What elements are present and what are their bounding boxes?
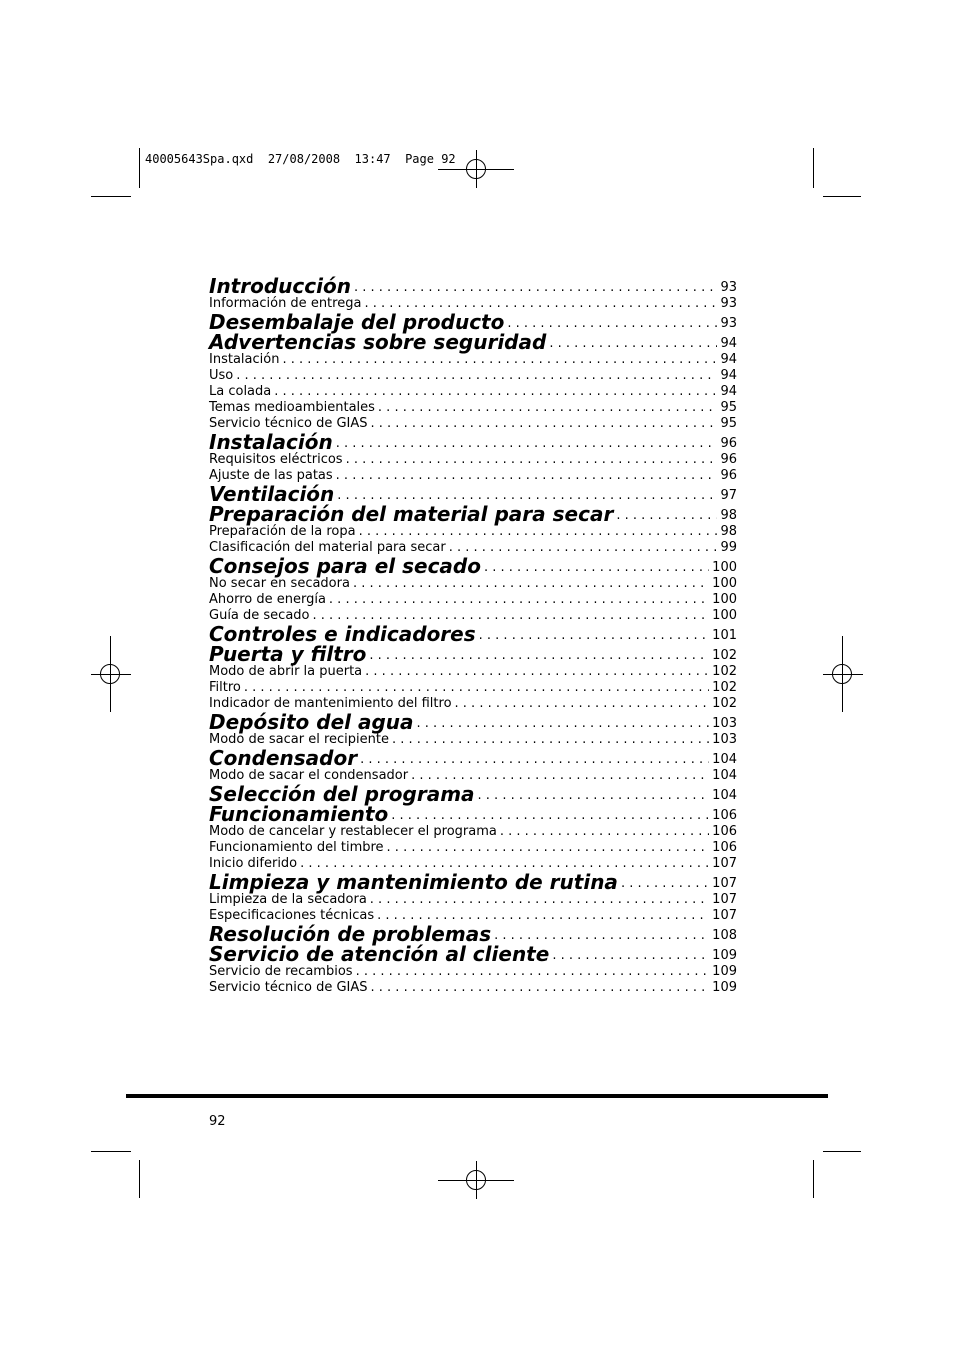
- toc-entry-title: Servicio técnico de GIAS: [209, 416, 368, 431]
- toc-entry-page: 96: [720, 452, 737, 467]
- toc-entry-page: 104: [712, 752, 737, 767]
- leader-dots: [621, 876, 709, 892]
- crop-mark: [139, 1160, 140, 1198]
- toc-entry-page: 106: [712, 840, 737, 855]
- leader-dots: [417, 716, 710, 732]
- toc-entry-title: Selección del programa: [209, 782, 475, 806]
- leader-dots: [356, 964, 710, 980]
- toc-entry-page: 97: [720, 488, 737, 503]
- leader-dots: [244, 680, 709, 696]
- toc-entry-title: Ahorro de energía: [209, 592, 326, 607]
- toc-entry-page: 107: [712, 908, 737, 923]
- leader-dots: [336, 436, 718, 452]
- toc-section-entry: [209, 624, 737, 644]
- toc-entry-title: Especificaciones técnicas: [209, 908, 375, 923]
- leader-dots: [329, 592, 709, 608]
- toc-section-entry: [209, 944, 737, 964]
- leader-dots: [478, 788, 710, 804]
- registration-mark-circle: [100, 664, 120, 684]
- toc-section-entry: [209, 432, 737, 452]
- toc-entry-title: Limpieza de la secadora: [209, 892, 367, 907]
- toc-entry-page: 93: [720, 316, 737, 331]
- toc-entry-title: Limpieza y mantenimiento de rutina: [209, 870, 618, 894]
- toc-subsection-entry: [209, 892, 737, 908]
- leader-dots: [282, 352, 717, 368]
- leader-dots: [549, 336, 717, 352]
- toc-entry-page: 96: [720, 436, 737, 451]
- toc-entry-page: 107: [712, 892, 737, 907]
- toc-entry-page: 108: [712, 928, 737, 943]
- leader-dots: [353, 576, 709, 592]
- toc-entry-page: 102: [712, 664, 737, 679]
- toc-section-entry: [209, 644, 737, 664]
- toc-entry-title: Ajuste de las patas: [209, 468, 333, 483]
- toc-entry-page: 94: [720, 368, 737, 383]
- toc-entry-title: Requisitos eléctricos: [209, 452, 343, 467]
- registration-mark-circle: [466, 1170, 486, 1190]
- toc-entry-page: 103: [712, 716, 737, 731]
- toc-entry-title: No secar en secadora: [209, 576, 350, 591]
- leader-dots: [479, 628, 710, 644]
- leader-dots: [359, 524, 718, 540]
- toc-entry-page: 107: [712, 876, 737, 891]
- leader-dots: [392, 732, 709, 748]
- toc-entry-page: 95: [720, 400, 737, 415]
- toc-entry-page: 93: [720, 296, 737, 311]
- toc-entry-title: Funcionamiento del timbre: [209, 840, 384, 855]
- toc-subsection-entry: [209, 840, 737, 856]
- toc-entry-page: 98: [720, 508, 737, 523]
- toc-entry-page: 109: [712, 948, 737, 963]
- toc-entry-page: 100: [712, 576, 737, 591]
- leader-dots: [552, 948, 709, 964]
- footer-rule: [126, 1094, 828, 1098]
- toc-entry-title: Servicio técnico de GIAS: [209, 980, 368, 995]
- toc-entry-title: Instalación: [209, 430, 333, 454]
- toc-entry-page: 94: [720, 336, 737, 351]
- leader-dots: [336, 468, 718, 484]
- toc-section-entry: [209, 312, 737, 332]
- leader-dots: [369, 648, 709, 664]
- toc-entry-title: Advertencias sobre seguridad: [209, 330, 547, 354]
- toc-entry-title: Servicio de recambios: [209, 964, 353, 979]
- toc-entry-page: 94: [720, 352, 737, 367]
- toc-section-entry: [209, 712, 737, 732]
- toc-section-entry: [209, 556, 737, 576]
- toc-entry-page: 102: [712, 680, 737, 695]
- toc-section-entry: [209, 748, 737, 768]
- leader-dots: [371, 980, 710, 996]
- leader-dots: [378, 400, 718, 416]
- toc-entry-title: Modo de sacar el condensador: [209, 768, 409, 783]
- leader-dots: [484, 560, 709, 576]
- toc-subsection-entry: [209, 680, 737, 696]
- toc-entry-title: Ventilación: [209, 482, 335, 506]
- toc-entry-page: 104: [712, 768, 737, 783]
- toc-entry-title: Clasificación del material para secar: [209, 540, 446, 555]
- leader-dots: [371, 416, 718, 432]
- toc-entry-page: 100: [712, 608, 737, 623]
- leader-dots: [449, 540, 718, 556]
- toc-entry-title: La colada: [209, 384, 272, 399]
- toc-entry-page: 96: [720, 468, 737, 483]
- toc-entry-page: 99: [720, 540, 737, 555]
- toc-entry-page: 100: [712, 592, 737, 607]
- toc-subsection-entry: [209, 400, 737, 416]
- toc-entry-title: Consejos para el secado: [209, 554, 481, 578]
- toc-subsection-entry: [209, 824, 737, 840]
- toc-entry-page: 103: [712, 732, 737, 747]
- toc-entry-title: Instalación: [209, 352, 280, 367]
- toc-entry-title: Guía de secado: [209, 608, 310, 623]
- leader-dots: [354, 280, 718, 296]
- toc-entry-title: Inicio diferido: [209, 856, 298, 871]
- toc-entry-title: Controles e indicadores: [209, 622, 476, 646]
- toc-entry-page: 95: [720, 416, 737, 431]
- toc-entry-title: Preparación del material para secar: [209, 502, 614, 526]
- toc-section-entry: [209, 872, 737, 892]
- leader-dots: [391, 808, 709, 824]
- crop-mark: [91, 1151, 131, 1152]
- toc-subsection-entry: [209, 524, 737, 540]
- toc-entry-page: 109: [712, 980, 737, 995]
- leader-dots: [500, 824, 709, 840]
- toc-subsection-entry: [209, 980, 737, 996]
- leader-dots: [455, 696, 710, 712]
- toc-entry-page: 106: [712, 824, 737, 839]
- toc-entry-page: 101: [712, 628, 737, 643]
- toc-entry-title: Temas medioambientales: [209, 400, 375, 415]
- toc-entry-page: 94: [720, 384, 737, 399]
- toc-subsection-entry: [209, 368, 737, 384]
- toc-section-entry: [209, 924, 737, 944]
- toc-entry-page: 107: [712, 856, 737, 871]
- toc-entry-title: Modo de cancelar y restablecer el programa: [209, 824, 497, 839]
- toc-section-entry: [209, 504, 737, 524]
- toc-subsection-entry: [209, 576, 737, 592]
- crop-mark: [813, 1160, 814, 1198]
- toc-entry-title: Funcionamiento: [209, 802, 389, 826]
- toc-section-entry: [209, 332, 737, 352]
- toc-subsection-entry: [209, 452, 737, 468]
- toc-entry-title: Información de entrega: [209, 296, 362, 311]
- toc-entry-title: Puerta y filtro: [209, 642, 367, 666]
- toc-entry-page: 93: [720, 280, 737, 295]
- registration-mark-circle: [832, 664, 852, 684]
- toc-entry-title: Resolución de problemas: [209, 922, 492, 946]
- toc-entry-page: 102: [712, 696, 737, 711]
- toc-entry-title: Uso: [209, 368, 234, 383]
- toc-section-entry: [209, 784, 737, 804]
- toc-entry-page: 109: [712, 964, 737, 979]
- leader-dots: [616, 508, 717, 524]
- leader-dots: [274, 384, 717, 400]
- toc-section-entry: [209, 484, 737, 504]
- crop-mark: [139, 148, 140, 188]
- crop-mark: [823, 1151, 861, 1152]
- toc-subsection-entry: [209, 964, 737, 980]
- toc-entry-title: Preparación de la ropa: [209, 524, 356, 539]
- crop-mark: [823, 196, 861, 197]
- leader-dots: [365, 664, 709, 680]
- toc-subsection-entry: [209, 664, 737, 680]
- toc-entry-title: Depósito del agua: [209, 710, 414, 734]
- toc-subsection-entry: [209, 384, 737, 400]
- toc-subsection-entry: [209, 592, 737, 608]
- toc-entry-title: Condensador: [209, 746, 358, 770]
- toc-entry-title: Desembalaje del producto: [209, 310, 505, 334]
- toc-entry-title: Indicador de mantenimiento del filtro: [209, 696, 452, 711]
- toc-entry-page: 106: [712, 808, 737, 823]
- toc-entry-title: Introducción: [209, 274, 351, 298]
- toc-entry-title: Servicio de atención al cliente: [209, 942, 550, 966]
- crop-mark: [813, 148, 814, 188]
- toc-section-entry: [209, 804, 737, 824]
- toc-entry-page: 104: [712, 788, 737, 803]
- toc-entry-title: Modo de sacar el recipiente: [209, 732, 389, 747]
- toc-entry-title: Modo de abrir la puerta: [209, 664, 363, 679]
- print-slug: 40005643Spa.qxd 27/08/2008 13:47 Page 92: [145, 152, 456, 166]
- toc-entry-page: 98: [720, 524, 737, 539]
- page-number: 92: [209, 1114, 226, 1129]
- toc-subsection-entry: [209, 352, 737, 368]
- toc-entry-page: 100: [712, 560, 737, 575]
- toc-entry-title: Filtro: [209, 680, 241, 695]
- leader-dots: [360, 752, 709, 768]
- leader-dots: [387, 840, 710, 856]
- table-of-contents: [209, 276, 737, 996]
- leader-dots: [370, 892, 709, 908]
- crop-mark: [91, 196, 131, 197]
- leader-dots: [236, 368, 717, 384]
- registration-mark-circle: [466, 159, 486, 179]
- toc-entry-page: 102: [712, 648, 737, 663]
- leader-dots: [346, 452, 718, 468]
- toc-section-entry: [209, 276, 737, 296]
